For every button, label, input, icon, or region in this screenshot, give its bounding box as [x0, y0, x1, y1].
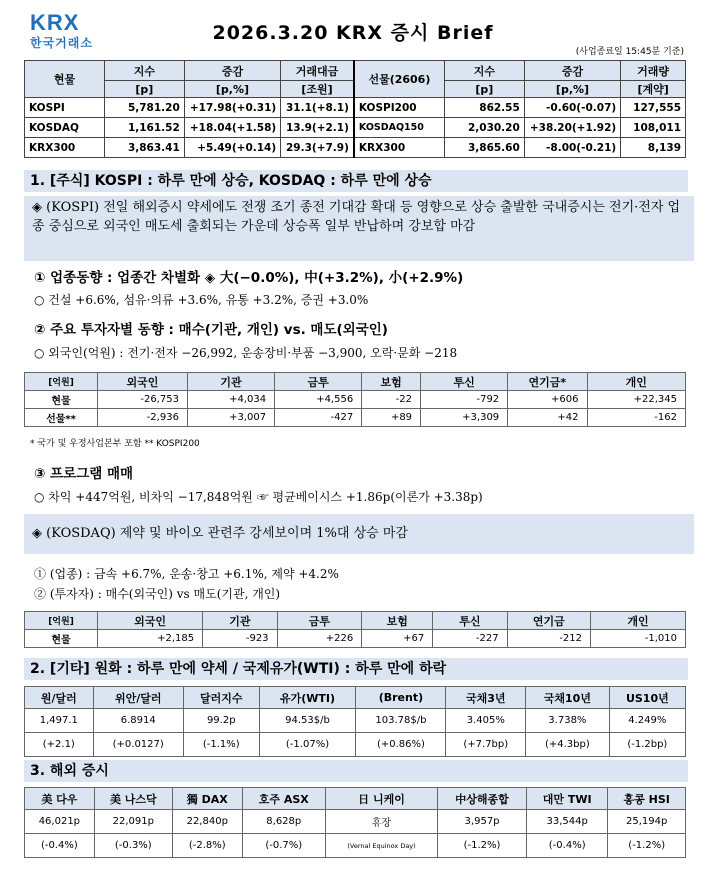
sector-trend-line: ○ 건설 +6.6%, 섬유·의류 +3.6%, 유통 +3.2%, 증권 +3.0% — [34, 293, 369, 307]
cell: 3.738% — [526, 709, 610, 733]
cell: 6.8914 — [93, 709, 183, 733]
row-index: 3,863.41 — [104, 138, 184, 158]
cell: +2,185 — [98, 630, 203, 648]
unit: [p,%] — [524, 81, 620, 98]
cell: 103.78$/b — [356, 709, 446, 733]
cell: (-2.8%) — [172, 834, 242, 858]
row-fname: KOSPI200 — [354, 98, 445, 118]
col-individual: 개인 — [591, 612, 686, 630]
kosdaq-investor-table — [24, 611, 686, 648]
col-trust: 투신 — [421, 373, 508, 391]
col-ktb10y: 국채10년 — [526, 687, 610, 709]
row-fvol: 8,139 — [621, 138, 686, 158]
col-fininv: 금투 — [277, 612, 362, 630]
row-label: 현물 — [25, 391, 98, 409]
col-inst: 기관 — [203, 612, 277, 630]
col-asx: 호주 ASX — [242, 788, 325, 810]
table-row — [25, 709, 686, 733]
table-row — [25, 630, 686, 648]
cell: 94.53$/b — [259, 709, 356, 733]
cell: 99.2p — [183, 709, 259, 733]
row-fname: KRX300 — [354, 138, 445, 158]
section-3-title: 3. 해외 증시 — [24, 760, 688, 782]
col-inst: 기관 — [187, 373, 274, 391]
cell: -162 — [587, 409, 685, 427]
overseas-markets-table — [24, 787, 686, 858]
row-label: 선물** — [25, 409, 98, 427]
unit: [p] — [444, 81, 524, 98]
col-us10y: US10년 — [609, 687, 685, 709]
row-label: 현물 — [25, 630, 98, 648]
cell: (-1.07%) — [259, 733, 356, 757]
cell: -923 — [203, 630, 277, 648]
cell: 3.405% — [446, 709, 526, 733]
row-fchg: +38.20(+1.92) — [524, 118, 620, 138]
row-name: KOSDAQ — [25, 118, 105, 138]
col-index: 지수 — [104, 61, 184, 81]
table-row — [25, 118, 686, 138]
cell: -212 — [507, 630, 590, 648]
investor-trend-line: ○ 외국인(억원) : 전기·전자 −26,992, 운송장비·부품 −3,900, 오락·문화 −218 — [34, 346, 458, 360]
cell: (-0.7%) — [242, 834, 325, 858]
cell: 22,840p — [172, 810, 242, 834]
cell: 22,091p — [94, 810, 172, 834]
table-row — [25, 138, 686, 158]
section-2-title: 2. [기타] 원화 : 하루 만에 약세 / 국제유가(WTI) : 하루 만에 하락 — [24, 658, 688, 680]
cell: 휴장 — [325, 810, 437, 834]
col-individual: 개인 — [587, 373, 685, 391]
col-cny-usd: 위안/달러 — [93, 687, 183, 709]
col-fininv: 금투 — [275, 373, 362, 391]
row-findex: 862.55 — [444, 98, 524, 118]
col-wti: 유가(WTI) — [259, 687, 356, 709]
table-row — [25, 834, 686, 858]
market-summary-table — [24, 60, 686, 158]
time-note: (사업종료일 15:45분 기준) — [575, 47, 684, 57]
col-fvol: 거래량 — [621, 61, 686, 81]
row-fvol: 127,555 — [621, 98, 686, 118]
cell: 4.249% — [609, 709, 685, 733]
section-1-title: 1. [주식] KOSPI : 하루 만에 상승, KOSDAQ : 하루 만에 상승 — [24, 170, 688, 192]
cell: -26,753 — [98, 391, 188, 409]
col-dax: 獨 DAX — [172, 788, 242, 810]
row-index: 5,781.20 — [104, 98, 184, 118]
table-row — [25, 733, 686, 757]
col-trust: 투신 — [433, 612, 507, 630]
col-fchg: 증감 — [524, 61, 620, 81]
col-pension: 연기금 — [507, 612, 590, 630]
cell: -22 — [362, 391, 421, 409]
cell: 8,628p — [242, 810, 325, 834]
cell: 33,544p — [526, 810, 607, 834]
col-chg: 증감 — [184, 61, 280, 81]
table-row — [25, 810, 686, 834]
col-krw-usd: 원/달러 — [25, 687, 94, 709]
cell: -2,936 — [98, 409, 188, 427]
row-amt: 13.9(+2.1) — [281, 118, 354, 138]
program-heading: ③ 프로그램 매매 — [34, 466, 134, 482]
cell: (-0.4%) — [526, 834, 607, 858]
row-chg: +18.04(+1.58) — [184, 118, 280, 138]
program-line: ○ 차익 +447억원, 비차익 −17,848억원 ☞ 평균베이시스 +1.86p(이론가 +3.38p) — [34, 490, 483, 504]
kosdaq-summary: ◈ (KOSDAQ) 제약 및 바이오 관련주 강세보이며 1%대 상승 마감 — [24, 514, 694, 554]
row-fname: KOSDAQ150 — [354, 118, 445, 138]
cell: (+4.3bp) — [526, 733, 610, 757]
cell: +42 — [508, 409, 587, 427]
cell: (+7.7bp) — [446, 733, 526, 757]
row-index: 1,161.52 — [104, 118, 184, 138]
fx-rates-table — [24, 686, 686, 757]
cell: 25,194p — [608, 810, 686, 834]
table-row — [25, 391, 686, 409]
cell: 1,497.1 — [25, 709, 94, 733]
col-insurance: 보험 — [362, 612, 433, 630]
cell: -792 — [421, 391, 508, 409]
cell: -427 — [275, 409, 362, 427]
col-twi: 대만 TWI — [526, 788, 607, 810]
cell: 3,957p — [438, 810, 527, 834]
unit: [p,%] — [184, 81, 280, 98]
col-pension: 연기금* — [508, 373, 587, 391]
cell: -1,010 — [591, 630, 686, 648]
col-nasdaq: 美 나스닥 — [94, 788, 172, 810]
cell: +67 — [362, 630, 433, 648]
cell: +4,556 — [275, 391, 362, 409]
logo-brand: KRX — [30, 10, 80, 35]
kospi-investor-table — [24, 372, 686, 427]
col-foreign: 외국인 — [98, 373, 188, 391]
logo-korean: 한국거래소 — [30, 36, 93, 50]
col-fut: 선물(2606) — [354, 61, 445, 98]
table-footnote: * 국가 및 우정사업본부 포함 ** KOSPI200 — [30, 439, 200, 449]
cell: +606 — [508, 391, 587, 409]
page-title: 2026.3.20 KRX 증시 Brief — [212, 22, 494, 44]
table-row — [25, 98, 686, 118]
col-cash: 현물 — [25, 61, 105, 98]
cell: +22,345 — [587, 391, 685, 409]
col-hsi: 홍콩 HSI — [608, 788, 686, 810]
cell: +226 — [277, 630, 362, 648]
col-amt: 거래대금 — [281, 61, 354, 81]
col-dow: 美 다우 — [25, 788, 95, 810]
cell: (+0.86%) — [356, 733, 446, 757]
cell: +3,309 — [421, 409, 508, 427]
kosdaq-investor-line: ② (투자자) : 매수(외국인) vs 매도(기관, 개인) — [34, 587, 281, 601]
col-brent: (Brent) — [356, 687, 446, 709]
row-name: KOSPI — [25, 98, 105, 118]
row-amt: 29.3(+7.9) — [281, 138, 354, 158]
cell: -227 — [433, 630, 507, 648]
col-insurance: 보험 — [362, 373, 421, 391]
table-row — [25, 409, 686, 427]
cell: (-0.3%) — [94, 834, 172, 858]
row-chg: +17.98(+0.31) — [184, 98, 280, 118]
col-unit: [억원] — [25, 612, 98, 630]
row-amt: 31.1(+8.1) — [281, 98, 354, 118]
cell: +4,034 — [187, 391, 274, 409]
row-name: KRX300 — [25, 138, 105, 158]
col-findex: 지수 — [444, 61, 524, 81]
unit: [p] — [104, 81, 184, 98]
unit: [계약] — [621, 81, 686, 98]
row-findex: 2,030.20 — [444, 118, 524, 138]
cell: (-1.2bp) — [609, 733, 685, 757]
col-unit: [억원] — [25, 373, 98, 391]
row-fchg: -0.60(-0.07) — [524, 98, 620, 118]
row-findex: 3,865.60 — [444, 138, 524, 158]
investor-trend-heading: ② 주요 투자자별 동향 : 매수(기관, 개인) vs. 매도(외국인) — [34, 322, 388, 338]
cell: (Vernal Equinox Day) — [325, 834, 437, 858]
cell: +89 — [362, 409, 421, 427]
cell: +3,007 — [187, 409, 274, 427]
cell: 46,021p — [25, 810, 95, 834]
cell: (-1.2%) — [608, 834, 686, 858]
cell: (+0.0127) — [93, 733, 183, 757]
sector-trend-heading: ① 업종동향 : 업종간 차별화 ◈ 大(−0.0%), 中(+3.2%), 小(+2.9%) — [34, 270, 464, 286]
cell: (-1.1%) — [183, 733, 259, 757]
row-chg: +5.49(+0.14) — [184, 138, 280, 158]
col-dxy: 달러지수 — [183, 687, 259, 709]
unit: [조원] — [281, 81, 354, 98]
row-fchg: -8.00(-0.21) — [524, 138, 620, 158]
kospi-summary: ◈ (KOSPI) 전일 해외증시 약세에도 전쟁 조기 종전 기대감 확대 등 영향으로 상승 출발한 국내증시는 전기·전자 업종 중심으로 외국인 매도세 출회되는 가운데 상승폭 일부 반납하며 강보합 마감 — [24, 196, 694, 261]
col-nikkei: 日 니케이 — [325, 788, 437, 810]
cell: (+2.1) — [25, 733, 94, 757]
cell: (-1.2%) — [438, 834, 527, 858]
col-shanghai: 中상해종합 — [438, 788, 527, 810]
kosdaq-sector-line: ① (업종) : 금속 +6.7%, 운송·창고 +6.1%, 제약 +4.2% — [34, 567, 339, 581]
row-fvol: 108,011 — [621, 118, 686, 138]
cell: (-0.4%) — [25, 834, 95, 858]
col-ktb3y: 국채3년 — [446, 687, 526, 709]
col-foreign: 외국인 — [98, 612, 203, 630]
